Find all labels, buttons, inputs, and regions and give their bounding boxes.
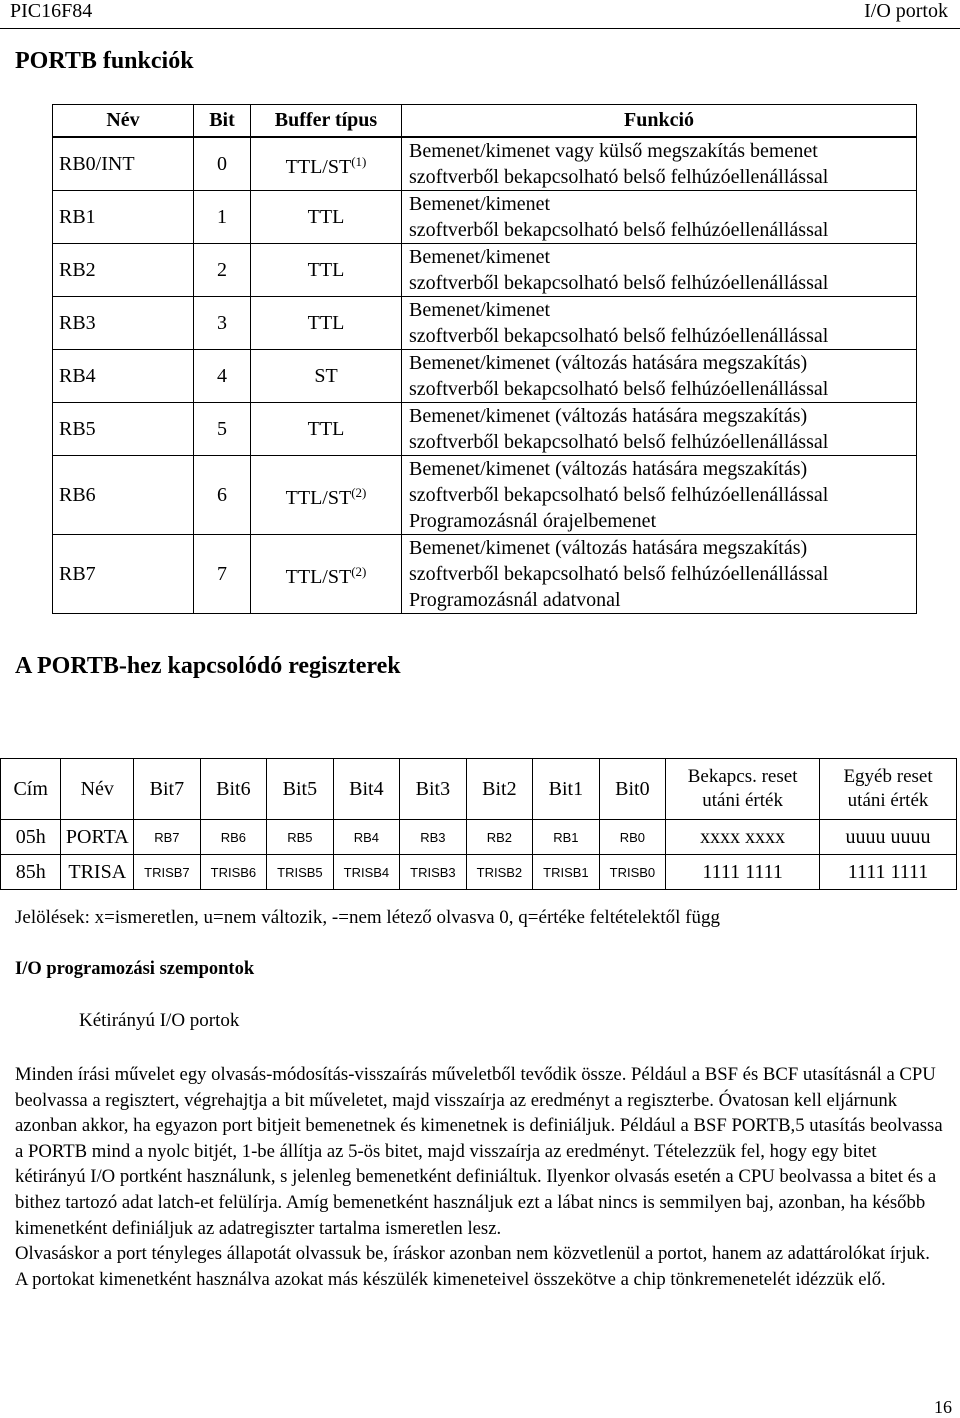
cell-buffer-type xyxy=(251,535,402,614)
buffer-type-text: TTL/ST xyxy=(285,486,352,509)
cell-function xyxy=(402,535,917,614)
cell-buffer-type xyxy=(251,191,402,244)
cell-pin-name: RB2 xyxy=(53,244,194,297)
section-title-io-programming: I/O programozási szempontok xyxy=(15,959,255,979)
cell-pin-name: RB1 xyxy=(53,191,194,244)
table-row xyxy=(53,137,917,191)
subsection-title-bidirectional: Kétirányú I/O portok xyxy=(79,1010,240,1031)
header-doc-title: PIC16F84 xyxy=(10,0,93,22)
function-line: Bemenet/kimenet xyxy=(409,193,551,215)
table-row xyxy=(53,350,917,403)
cell-buffer-type xyxy=(251,403,402,456)
cell-buffer-type xyxy=(251,350,402,403)
function-line: Bemenet/kimenet (változás hatására megszakítás) xyxy=(409,352,808,374)
cell-bit: RB5 xyxy=(267,820,334,855)
buffer-type-text: TTL xyxy=(307,259,345,281)
cell-buffer-type xyxy=(251,137,402,191)
table-header-row xyxy=(53,105,917,138)
paragraph: Olvasáskor a port tényleges állapotát olvassuk be, íráskor azonban nem közvetlenül a portot, hanem az adattárolókat írjuk. xyxy=(15,1243,930,1265)
col-header-function: Funkció xyxy=(402,105,917,138)
table-row xyxy=(53,297,917,350)
footnote-marker: (2) xyxy=(351,484,367,500)
cell-other-value: 1111 1111 xyxy=(820,855,957,890)
cell-bit: TRISB4 xyxy=(333,855,400,890)
portb-function-table xyxy=(52,104,917,614)
cell-bit: RB0 xyxy=(599,820,666,855)
table-row xyxy=(53,244,917,297)
function-line: Bemenet/kimenet (változás hatására megszakítás) xyxy=(409,405,808,427)
function-line: szoftverből bekapcsolható belső felhúzóellenállással xyxy=(409,272,829,294)
cell-buffer-type xyxy=(251,244,402,297)
cell-bit: TRISB3 xyxy=(400,855,467,890)
cell-function xyxy=(402,191,917,244)
table-row xyxy=(1,820,957,855)
cell-pin-name: RB4 xyxy=(53,350,194,403)
por-reset-line2: utáni érték xyxy=(702,790,783,811)
col-header-bit5: Bit5 xyxy=(267,759,334,820)
footnote-marker: (1) xyxy=(351,153,367,169)
section-title-registers: A PORTB-hez kapcsolódó regiszterek xyxy=(15,653,401,679)
col-header-buffer: Buffer típus xyxy=(251,105,402,138)
cell-pin-name: RB0/INT xyxy=(53,137,194,191)
col-header-other-reset xyxy=(820,759,957,820)
buffer-type-text: TTL xyxy=(307,206,345,228)
function-line: szoftverből bekapcsolható belső felhúzóellenállással xyxy=(409,484,829,506)
col-header-name: Név xyxy=(53,105,194,138)
cell-function xyxy=(402,244,917,297)
cell-por-value: xxxx xxxx xyxy=(666,820,820,855)
cell-bit: TRISB7 xyxy=(134,855,201,890)
table-row xyxy=(1,855,957,890)
function-line: Bemenet/kimenet (változás hatására megszakítás) xyxy=(409,537,808,559)
col-header-por-reset xyxy=(666,759,820,820)
function-line: Bemenet/kimenet xyxy=(409,299,551,321)
col-header-name: Név xyxy=(61,759,134,820)
por-reset-line1: Bekapcs. reset xyxy=(687,766,798,787)
function-line: Bemenet/kimenet vagy külső megszakítás bemenet xyxy=(409,140,818,162)
footnote-marker: (2) xyxy=(351,563,367,579)
cell-bit-number: 4 xyxy=(194,350,251,403)
cell-function xyxy=(402,297,917,350)
function-line: szoftverből bekapcsolható belső felhúzóellenállással xyxy=(409,166,829,188)
table-header-row xyxy=(1,759,957,820)
table-row xyxy=(53,456,917,535)
cell-register-name: TRISA xyxy=(61,855,134,890)
function-line: szoftverből bekapcsolható belső felhúzóellenállással xyxy=(409,563,829,585)
portb-register-table xyxy=(0,758,957,890)
table-row xyxy=(53,191,917,244)
function-line: szoftverből bekapcsolható belső felhúzóellenállással xyxy=(409,325,829,347)
cell-bit-number: 5 xyxy=(194,403,251,456)
col-header-bit3: Bit3 xyxy=(400,759,467,820)
col-header-bit1: Bit1 xyxy=(533,759,600,820)
cell-bit: RB1 xyxy=(533,820,600,855)
cell-buffer-type xyxy=(251,456,402,535)
paragraph: Minden írási művelet egy olvasás-módosítás-visszaírás műveletből tevődik össze. Például a BSF és BCF utasításnál a CPU beolvassa a regisztert, végrehajtja a bit műveletet, majd visszaírja az eredményt a regiszterbe. Óvatosan kell eljárnunk azonban akkor, ha egyazon port bitjeit bemenetnek és kimenetnek is definiáljuk. Például a BSF PORTB,5 utasítás beolvassa a PORTB mind a nyolc bitjét, 1-be állítja az 5-ös bitet, majd visszaírja az eredményt. Tételezzük fel, hogy egy bitet kétirányú I/O portként használunk, s jelenleg bemenetként definiáltuk. Ilyenkor olvasás esetén a CPU beolvassa a bitet és a bithez tartozó adat latch-et felülírja. Amíg bemenetként használjuk ezt a lábat nincs is semmilyen baj, azonban, ha később kimenetként definiáljuk az adatregiszter tartalma ismeretlen lesz. xyxy=(15,1064,943,1239)
cell-pin-name: RB6 xyxy=(53,456,194,535)
cell-bit: TRISB1 xyxy=(533,855,600,890)
header-divider xyxy=(0,28,960,29)
cell-pin-name: RB7 xyxy=(53,535,194,614)
cell-bit: RB2 xyxy=(466,820,533,855)
col-header-bit: Bit xyxy=(194,105,251,138)
function-line: Bemenet/kimenet (változás hatására megszakítás) xyxy=(409,458,808,480)
cell-pin-name: RB3 xyxy=(53,297,194,350)
cell-address: 05h xyxy=(1,820,61,855)
cell-other-value: uuuu uuuu xyxy=(820,820,957,855)
function-line: szoftverből bekapcsolható belső felhúzóellenállással xyxy=(409,431,829,453)
buffer-type-text: TTL/ST xyxy=(285,155,352,178)
legend-text: Jelölések: x=ismeretlen, u=nem változik, -=nem létező olvasva 0, q=értéke feltételektől függ xyxy=(15,907,720,928)
col-header-bit4: Bit4 xyxy=(333,759,400,820)
function-line: Bemenet/kimenet xyxy=(409,246,551,268)
cell-bit: TRISB5 xyxy=(267,855,334,890)
cell-por-value: 1111 1111 xyxy=(666,855,820,890)
table-row xyxy=(53,535,917,614)
cell-bit: RB3 xyxy=(400,820,467,855)
col-header-address: Cím xyxy=(1,759,61,820)
buffer-type-text: TTL xyxy=(307,312,345,334)
function-line: Programozásnál órajelbemenet xyxy=(409,510,657,532)
function-line: szoftverből bekapcsolható belső felhúzóellenállással xyxy=(409,219,829,241)
cell-function xyxy=(402,350,917,403)
cell-bit-number: 1 xyxy=(194,191,251,244)
cell-function xyxy=(402,137,917,191)
other-reset-line2: utáni érték xyxy=(847,790,929,811)
function-line: szoftverből bekapcsolható belső felhúzóellenállással xyxy=(409,378,829,400)
cell-register-name: PORTA xyxy=(61,820,134,855)
cell-buffer-type xyxy=(251,297,402,350)
buffer-type-text: TTL xyxy=(307,418,345,440)
col-header-bit0: Bit0 xyxy=(599,759,666,820)
cell-function xyxy=(402,403,917,456)
col-header-bit6: Bit6 xyxy=(200,759,267,820)
page-number: 16 xyxy=(934,1397,952,1417)
cell-bit: RB4 xyxy=(333,820,400,855)
table-row xyxy=(53,403,917,456)
cell-bit: TRISB0 xyxy=(599,855,666,890)
buffer-type-text: ST xyxy=(314,365,338,387)
other-reset-line1: Egyéb reset xyxy=(843,766,933,787)
cell-bit: RB6 xyxy=(200,820,267,855)
cell-bit-number: 3 xyxy=(194,297,251,350)
cell-bit: TRISB2 xyxy=(466,855,533,890)
function-line: Programozásnál adatvonal xyxy=(409,589,621,611)
cell-bit: RB7 xyxy=(134,820,201,855)
buffer-type-text: TTL/ST xyxy=(285,565,352,588)
paragraph: A portokat kimenetként használva azokat más készülék kimeneteivel összekötve a chip tönkremenetelét idézzük elő. xyxy=(15,1268,886,1290)
cell-bit-number: 2 xyxy=(194,244,251,297)
header-chapter-title: I/O portok xyxy=(864,0,948,22)
col-header-bit2: Bit2 xyxy=(466,759,533,820)
cell-bit-number: 7 xyxy=(194,535,251,614)
cell-bit-number: 6 xyxy=(194,456,251,535)
body-text xyxy=(15,1062,950,1292)
cell-function xyxy=(402,456,917,535)
cell-address: 85h xyxy=(1,855,61,890)
col-header-bit7: Bit7 xyxy=(134,759,201,820)
section-title-portb-functions: PORTB funkciók xyxy=(15,48,194,74)
cell-bit: TRISB6 xyxy=(200,855,267,890)
cell-pin-name: RB5 xyxy=(53,403,194,456)
cell-bit-number: 0 xyxy=(194,137,251,191)
